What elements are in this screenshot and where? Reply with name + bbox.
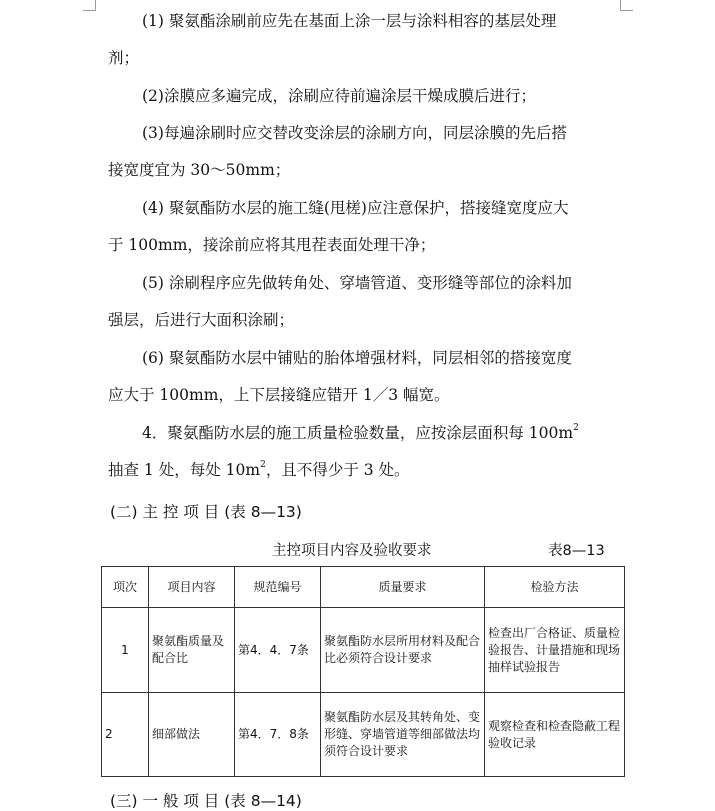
paragraph-1: [108, 3, 608, 77]
superscript: 2: [260, 459, 266, 470]
paragraph-line: [108, 452, 608, 489]
inspection-text: 4．聚氨酯防水层的施工质量检验数量，应按涂层面积每 100m: [142, 424, 574, 442]
paragraph-line: (6) 聚氨酯防水层中铺贴的胎体增强材料，同层相邻的搭接宽度: [142, 349, 572, 367]
paragraph-7: [108, 415, 608, 489]
table-row: [102, 693, 625, 777]
header-cell: 项次: [102, 567, 149, 608]
paragraph-line: 剂；: [108, 49, 140, 67]
paragraph-6: [108, 340, 608, 414]
paragraph-line: 于 100mm，接涂前应将其甩茬表面处理干净；: [108, 236, 436, 254]
paragraph-2: [108, 78, 608, 115]
table-cell: 第4．4．7条: [235, 608, 321, 693]
table-cell: 聚氨酯质量及配合比: [149, 608, 235, 693]
paragraph-line: 强层，后进行大面积涂刷；: [108, 311, 295, 329]
table-cell: 检查出厂合格证、质量检验报告、计量措施和现场抽样试验报告: [485, 608, 625, 693]
page-corner-mark-left: [83, 0, 96, 11]
paragraph-line: (4) 聚氨酯防水层的施工缝(甩槎)应注意保护，搭接缝宽度应大: [142, 199, 569, 217]
paragraph-line: (1) 聚氨酯涂刷前应先在基面上涂一层与涂料相容的基层处理: [142, 12, 557, 30]
table-cell: 聚氨酯防水层所用材料及配合比必须符合设计要求: [321, 608, 485, 693]
table-cell: 细部做法: [149, 693, 235, 777]
paragraph-4: [108, 190, 608, 264]
paragraph-line: (5) 涂刷程序应先做转角处、穿墙管道、变形缝等部位的涂料加: [142, 274, 572, 292]
section-heading-general: (三) 一 般 项 目 (表 8—14): [110, 792, 302, 810]
table-title: 主控项目内容及验收要求: [272, 543, 432, 559]
inspection-text: 抽查 1 处，每处 10m: [108, 461, 261, 479]
table-row: [102, 608, 625, 693]
table-cell: 观察检查和检查隐蔽工程验收记录: [485, 693, 625, 777]
header-cell: 项目内容: [149, 567, 235, 608]
table-cell: 1: [102, 608, 149, 693]
page-corner-mark-right: [620, 0, 633, 11]
paragraph-line: 接宽度宜为 30～50mm；: [108, 161, 291, 179]
main-control-table: [101, 566, 625, 777]
paragraph-line: 应大于 100mm，上下层接缝应错开 1／3 幅宽。: [108, 386, 450, 404]
header-cell: 质量要求: [321, 567, 485, 608]
header-cell: 检验方法: [485, 567, 625, 608]
paragraph-5: [108, 265, 608, 339]
inspection-text: ，且不得少于 3 处。: [265, 461, 410, 479]
table-number: 表8—13: [548, 543, 605, 559]
paragraph-line: [108, 415, 608, 452]
header-cell: 规范编号: [235, 567, 321, 608]
paragraph-line: (3)每遍涂刷时应交替改变涂层的涂刷方向，同层涂膜的先后搭: [142, 124, 567, 142]
paragraph-3: [108, 115, 608, 189]
table-cell: 第4．7．8条: [235, 693, 321, 777]
superscript: 2: [573, 422, 579, 433]
table-cell: 2: [102, 693, 149, 777]
paragraph-line: (2)涂膜应多遍完成，涂刷应待前遍涂层干燥成膜后进行；: [142, 87, 536, 105]
table-cell: 聚氨酯防水层及其转角处、变形缝、穿墙管道等细部做法均须符合设计要求: [321, 693, 485, 777]
table-header-row: [102, 567, 625, 608]
section-heading-main-control: (二) 主 控 项 目 (表 8—13): [110, 503, 302, 521]
